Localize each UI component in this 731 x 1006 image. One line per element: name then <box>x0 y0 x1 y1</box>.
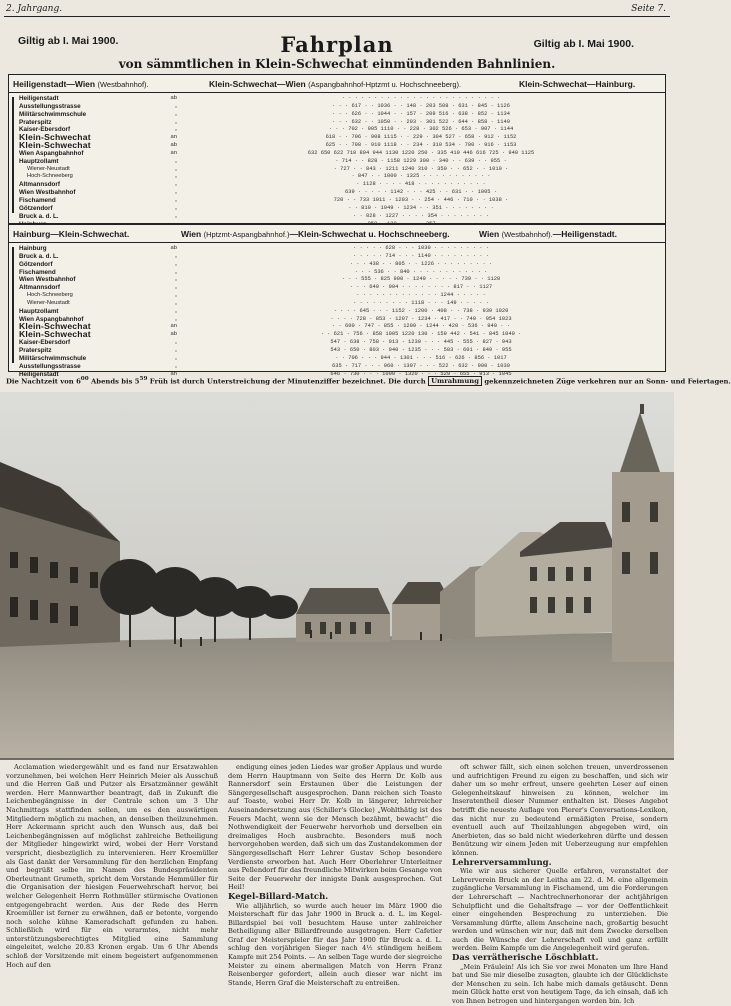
ab-an-marker: „ <box>175 307 177 314</box>
ab-an-marker: „ <box>175 110 177 117</box>
station-name: Kaiser-Ebersdorf <box>19 126 71 134</box>
ab-an-marker: „ <box>175 346 177 353</box>
page-number: Seite 7. <box>631 4 666 14</box>
heading-lehrerversammlung: Lehrerversammlung. <box>452 857 552 868</box>
station-name: Fischamend <box>19 268 56 276</box>
station-name: Bruck a. d. L. <box>19 212 59 220</box>
times-row: · · · 626 · · 1044 · · 157 · 209 516 · 638 · 852 · 1134 <box>332 110 510 117</box>
direction-arrow <box>12 97 14 213</box>
times-row: · · · · 645 · · · 1152 · 1200 · 408 · · 738 · 939 1020 <box>333 307 509 314</box>
station-name: Ausstellungsstrasse <box>19 362 81 370</box>
times-row: · · · 702 · 905 1110 · · 228 · 302 526 · 653 · 907 · 1144 <box>328 126 514 133</box>
ab-an-column <box>159 245 177 378</box>
station-name: Götzendorf <box>19 204 53 212</box>
route-wien-heiligenstadt: Wien (Westbahnhof).—Heiligenstadt. <box>479 229 617 239</box>
ab-an-marker: ab <box>170 142 177 149</box>
station-name: Praterspitz <box>19 118 52 126</box>
station-name: Wiener-Neustadt <box>27 165 70 172</box>
route-heiligenstadt-wien: Heiligenstadt—Wien (Westbahnhof). <box>13 79 149 89</box>
ab-an-marker: an <box>170 149 177 156</box>
ab-an-marker: ab <box>170 245 177 251</box>
ab-an-marker: „ <box>175 173 177 180</box>
footnote: Die Nachtzeit von $6^{00}$ Abends bis $5^{59}$ Früh ist durch Unterstreichung der Minutenziffer bezeichnet. Die durch Umrahmung gekennzeichneten Züge verkehren nur an Sonn- und Feiertagen. <box>6 376 731 386</box>
times-row: 720 · · 733 1011 · 1203 · · 254 · 446 · 710 · · 1038 · <box>333 196 509 203</box>
heading-kegel-billard: Kegel-Billard-Match. <box>228 891 329 902</box>
times-row: · · · 640 · 904 · · · · · · · · 817 · · 1127 <box>349 284 493 291</box>
times-row: · · · 438 · · 805 · · 1226 · · · · · · · · · <box>349 260 493 267</box>
ab-an-marker: an <box>170 370 177 377</box>
times-row: · 1128 · · · · 418 · · · · · · · · · · · <box>356 181 486 188</box>
departure-times <box>181 245 661 378</box>
station-list <box>19 245 179 378</box>
route-rule <box>9 92 665 93</box>
times-row: · · · · · · · · · · · · · · · · · · · · · · · · · <box>341 95 501 101</box>
times-row: · · 810 · 1049 · 1234 · · 351 · · · · · · · · <box>348 204 494 211</box>
ab-an-marker: an <box>170 134 177 141</box>
ab-an-marker: „ <box>175 102 177 109</box>
station-name: Wiener-Neustadt <box>27 299 70 306</box>
page-title: Fahrplan <box>280 32 394 57</box>
station-name: Klein-Schwechat <box>19 132 91 143</box>
photo-illustration <box>0 392 674 760</box>
station-name: Fischamend <box>19 196 56 204</box>
times-row: 543 · 650 · 803 · 940 · 1235 · · · 503 · 601 · 849 · 955 <box>330 346 512 353</box>
ab-an-marker: „ <box>175 157 177 164</box>
station-name: Hoch-Schneeberg <box>27 173 73 180</box>
timetable-inbound <box>8 224 666 378</box>
route-kleinschwechat-hainburg: Klein-Schwechat—Hainburg. <box>519 79 636 89</box>
direction-arrow <box>12 247 14 363</box>
page-subtitle: von sämmtlichen in Klein-Schwechat einmündenden Bahnlinien. <box>118 57 556 71</box>
times-row: 646 · 730 · · · 1000 · 1320 · · · 529 · 655 · 913 · 1045 <box>330 370 512 377</box>
ab-an-marker: „ <box>175 118 177 125</box>
station-list <box>19 95 179 228</box>
station-name: Altmannsdorf <box>19 284 60 292</box>
ab-an-marker: „ <box>175 299 177 306</box>
ab-an-marker: „ <box>175 362 177 369</box>
times-row: · 727 · · 843 · 1211 1240 310 · 350 · · 652 · · 1010 · <box>333 165 509 172</box>
station-name: Praterspitz <box>19 346 52 354</box>
ab-an-marker: „ <box>175 354 177 361</box>
valid-from-right: Giltig ab I. Mai 1900. <box>533 38 634 50</box>
times-row: 635 · 717 · · · 960 · 1307 · · · 522 · 632 · 900 · 1030 <box>332 362 510 369</box>
route-wien-kleinschwechat: Wien (Hptzmt-Aspangbahnhof.)—Klein-Schwechat u. Hochschneeberg. <box>181 229 450 239</box>
ab-an-marker: „ <box>175 181 177 188</box>
station-name: Wien Westbahnhof <box>19 276 76 284</box>
station-name: Hauptzollamt <box>19 157 59 165</box>
times-row: · · 621 · 756 · 858 1005 1220 130 · 159 442 · 541 · 845 1040 · <box>320 331 522 338</box>
ab-an-marker: „ <box>175 126 177 133</box>
ab-an-marker: „ <box>175 339 177 346</box>
ab-an-marker: „ <box>175 315 177 322</box>
times-row: · 714 · · 828 · 1158 1229 300 · 340 · · 639 · · 955 · <box>335 157 507 164</box>
ab-an-marker: „ <box>175 204 177 211</box>
article-column-1: Acclamation wiedergewählt und es fand nur Ersatzwahlen vorzunehmen, bei welchen Herr Heinrich Meier als Ausschuß und die Herren Gaß und Putzer als Ersatzmänner gewählt werden. Herr Mannwarther beantragt, daß in Zukunft die Leichenbegängnisse in der Centrale schon um 3 Uhr Nachmittags stattfinden sollen, um es den auswärtigen Mitgliedern möglich zu machen, an denselben theilzunehmen. Herr Ackermann spricht auch den Wunsch aus, daß bei Leichenbegängnissen auf möglichst zahlreiche Betheiligung der Mitglieder hingewirkt wird, wobei der Herr Vorstand verspricht, diesbezüglich zu intervenieren. Herr Kroemüller als Gast dankt der Versammlung für den herzlichen Empfang und begrüßt selbe im Namen des Bundespräsidenten Oberleutnant Grumeth, spricht dem Vorstande Hemmüller für die Organisation der hiesigen Feuerwehrschaft hervor, bei welcher Gelegenheit Herrn Rothmüller stürmische Ovationen entgegengebracht werden. Aus der Rede des Herrn Kroemüller ist ferner zu erwähnen, daß er betonte, vorgendo noch solche kühne Kameradschaft gefunden zu haben. Schließlich wird für ein verarmtes, nicht mehr unterstützungsberechtigtes Mitglied eine Sammlung eingeleitet, welche 20.83 Kronen ergab. Um 6 Uhr Abends schloß der Vorsitzende mit einem begeistert aufgenommenen Hoch auf den <box>6 763 218 969</box>
times-row: 618 · · 706 · 908 1115 · · 229 · 304 527 · 658 · 912 · 1152 <box>325 134 517 141</box>
ab-an-marker: an <box>170 323 177 330</box>
station-name: Klein-Schwechat <box>19 329 91 340</box>
ab-an-marker: „ <box>175 196 177 203</box>
times-row: · · 706 · · · 944 · 1301 · · · 516 · 626 · 856 · 1017 <box>335 354 507 361</box>
ab-an-marker: „ <box>175 260 177 267</box>
ab-an-marker: „ <box>175 189 177 196</box>
station-name: Bruck a. d. L. <box>19 252 59 260</box>
times-row: · · 600 · 747 · 855 · 1209 · 1244 · 420 · 536 · 940 · · <box>332 323 510 330</box>
ab-an-marker: „ <box>175 284 177 291</box>
station-name: Militärschwimmschule <box>19 354 87 362</box>
station-name: Hainburg <box>19 245 47 252</box>
ab-an-marker: ab <box>170 95 177 101</box>
ab-an-marker: „ <box>175 252 177 259</box>
times-row: · · · 617 · · 1036 · · 148 · 203 508 · 631 · 845 · 1126 <box>332 102 510 109</box>
ab-an-marker: „ <box>175 268 177 275</box>
departure-times <box>181 95 661 228</box>
times-row: · · · · 728 · 853 · 1207 · 1234 · 417 · · 740 · 954 1023 <box>330 315 512 322</box>
route-kleinschwechat-wien: Klein-Schwechat—Wien (Aspangbahnhof-Hptzmt u. Hochschneeberg). <box>209 79 462 89</box>
station-name: Heiligenstadt <box>19 370 59 378</box>
station-name: Hoch-Schneeberg <box>27 292 73 299</box>
times-row: 632 650 622 710 804 944 1130 1220 250 · 335 410 446 616 725 · 940 1125 <box>307 149 535 156</box>
times-row: · · · · · 628 · · · 1030 · · · · · · · · · <box>353 245 489 251</box>
times-row: · · 828 · 1227 · · · · 354 · · · · · · · · <box>353 212 489 219</box>
route-rule <box>9 242 665 243</box>
ab-an-marker: ab <box>170 331 177 338</box>
times-row: · · · · · 714 · · · 1140 · · · · · · · · · <box>353 252 489 259</box>
ab-an-marker: „ <box>175 276 177 283</box>
station-name: Wien Aspangbahnhof <box>19 315 84 323</box>
times-row: · · · · · · · · · 1118 · · · 149 · · · · · <box>353 299 489 306</box>
ab-an-marker: „ <box>175 165 177 172</box>
times-row: · · · · · · · · · · · · · 1244 · · · · · <box>356 292 486 299</box>
station-name: Heiligenstadt <box>19 95 59 102</box>
station-name: Ausstellungsstrasse <box>19 102 81 110</box>
article-column-3: oft schwer fällt, sich einen solchen treuen, unverdrossenen und aufrichtigen Freund zu eigen zu beschaffen, und sich wir daher um so mehr erfreut, unsere geehrten Leser auf einen Gelegenheitskauf hinweisen zu können, welcher im Inseratentheil dieser Nummer enthalten ist. Dieses Angebot betrifft die neueste Auflage von Pierer's Conversations-Lexikon, das nicht nur zu bedeutend ermäßigten Preise, sondern eventuell auch auf Theilzahlungen abgegeben wird, ein Anerbieten, das so bald nicht wiederkehren dürfte und dessen Benützung wir einem Jeden mit Ueberzeugung nur empfehlen können. Lehrerversammlung. Wie wir aus sicherer Quelle erfahren, veranstaltet der Lehrerverein Bruck an der Leitha am 22. d. M. eine allgemein zugängliche Versammlung in Fischamend, um die Forderungen der Lehrerschaft — Nachtrechnerhonorar der achtjährigen Schulpflicht und die Gehaltsfrage — vor der Oeffentlichkeit einer eingehenden Besprechung zu unterziehen. Die Versammlung dürfte, allem Anscheine nach, großartig besucht werden und wünschen wir nur, daß mit dem Zwecke derselben auch die Wünsche der Lehrerschaft voll und ganz erfüllt werden. Beim Kampfe um die Angelegenheit wird gerufen. Das verrätherische Löschblatt. „Mein Fräulein! Als ich Sie vor zwei Monaten um Ihre Hand bat und Sie mir dieselbe zusagten, glaubte ich der Glücklichste der Menschen zu sein. Ich habe mich damals getäuscht. Denn mein Glück hatte erst von heutigem Tage, da ich einsah, daß ich von Ihnen betrogen und hintergangen worden bin. Ich <box>452 763 668 1006</box>
station-name: Hauptzollamt <box>19 307 59 315</box>
ab-an-marker: „ <box>175 292 177 299</box>
times-row: · · · 536 · · 840 · · · · · · · · · · · · <box>354 268 488 275</box>
heading-loeschblatt: Das verrätherische Löschblatt. <box>452 953 599 964</box>
station-name: Militärschwimmschule <box>19 110 87 118</box>
volume-label: 2. Jahrgang. <box>6 4 63 14</box>
times-row: · · · 632 · · 1050 · · 203 · 301 522 · 644 · 858 · 1140 <box>332 118 510 125</box>
timetable-outbound <box>8 74 666 224</box>
street-photograph <box>0 392 674 760</box>
ab-an-marker: „ <box>175 212 177 219</box>
station-name: Klein-Schwechat <box>19 140 91 151</box>
station-name: Wien Westbahnhof <box>19 189 76 197</box>
station-name: Götzendorf <box>19 260 53 268</box>
station-name: Altmannsdorf <box>19 181 60 189</box>
top-rule <box>4 16 670 17</box>
station-name: Kaiser-Ebersdorf <box>19 339 71 347</box>
times-row: 625 · · 708 · 910 1118 · · 234 · 310 534 · 700 · 916 · 1153 <box>325 142 517 149</box>
ab-an-column <box>159 95 177 228</box>
times-row: · · · 555 · 825 900 · 1249 · · · · · 739 · · 1120 <box>341 276 501 283</box>
times-row: · 847 · · 1000 · 1325 · · · · · · · · · · · <box>351 173 491 180</box>
valid-from-left: Giltig ab I. Mai 1900. <box>18 35 119 47</box>
route-hainburg-kleinschwechat: Hainburg—Klein-Schwechat. <box>13 229 130 239</box>
times-row: 639 · · · · · 1142 · · · 425 · · 631 · · 1005 · <box>344 189 498 196</box>
station-name: Wien Aspangbahnhof <box>19 149 84 157</box>
article-column-2: endigung eines jeden Liedes war großer Applaus und wurde dem Herrn Hauptmann von Seite des Herrn Dr. Kolb aus Rannersdorf sein Erstaunen über die Leistungen der Sängergesellschaft ausgesprochen. Dann reichen sich Toaste auf Toaste, wobei Herr Dr. Kolb in längerer, lehrreicher Auseinandersetzung aus (Schiller's Glocke) „Wohlthätig ist des Feuers Macht, wenn sie der Mensch bezähmt, bewacht“ die Nothwendigkeit der Feuerwehr hervorhob und derselben ein dreimaliges Hoch ausbrachte. Besonders muß noch hervorgehoben werden, daß sich um das Zustandekommen der Sängergesellschaft Herr Lehrer Gustav Schop besondere Verdienste erworben hat. Auch Herr Oberlehrer Unterleitner aus Pellendorf für das freundliche Mitwirken beim Gesange von Seite der Feuerwehr der innigste Dank ausgesprochen. Gut Heil! Kegel-Billard-Match. Wie alljährlich, so wurde auch heuer im März 1900 die Meisterschaft für das Jahr 1900 in Bruck a. d. L. im Kegel-Billardspiel bei voll besuchtem Hause unter zahlreicher Betheiligung aller Billardfreunde ausgetragen. Herr Cafetier Graf der Meisterspieler für das Jahr 1900 für Bruck a. d. L. schlug den vorjährigen Sieger nach 4½ stündigem heißem Kampfe mit 254 Points. — An selben Tage wurde der siegreiche Meister zu einem abermaligen Match von Herrn Franz Reisenberger gefordert, allein auch dieser war nicht im Stande, Herrn Graf die Meisterschaft zu entreißen. <box>228 763 443 987</box>
station-name: Klein-Schwechat <box>19 321 91 332</box>
times-row: 547 · 638 · 758 · 913 · 1230 · · · 445 · 555 · 827 · 943 <box>330 339 512 346</box>
